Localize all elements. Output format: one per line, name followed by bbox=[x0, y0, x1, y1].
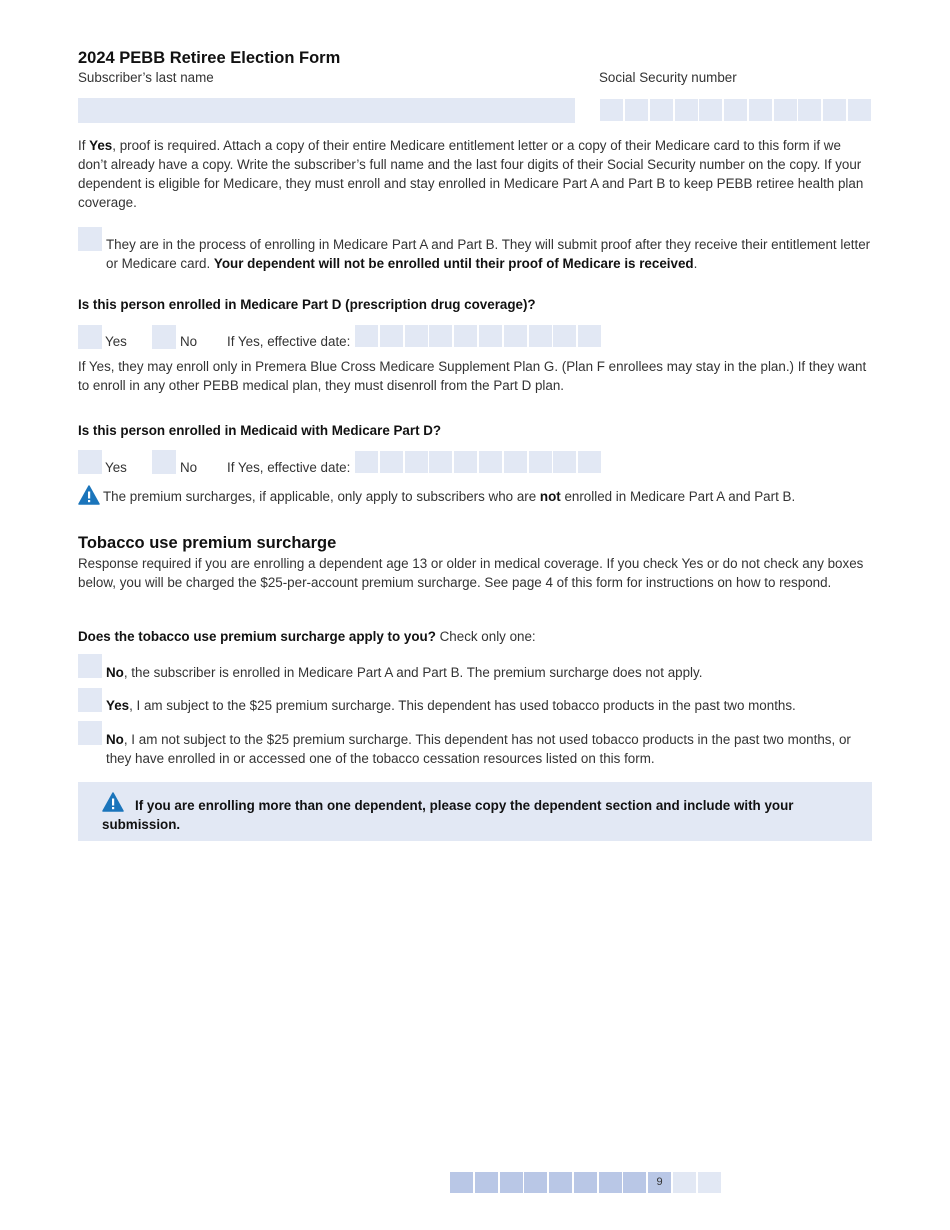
warning-icon bbox=[78, 485, 100, 505]
enrolling-medicare-option: They are in the process of enrolling in Medicare Part A and Part B. They will submit proof after they receive their entitlement letter or Medicare card. Your dependent will not be enrolled until their proof of Medicare is received. bbox=[106, 237, 871, 271]
subscriber-last-name-label: Subscriber’s last name bbox=[78, 70, 214, 85]
tobacco-option-no-checkbox[interactable] bbox=[78, 721, 102, 745]
medicaid-yes-checkbox[interactable] bbox=[78, 450, 102, 474]
medicaid-question: Is this person enrolled in Medicaid with Medicare Part D? bbox=[78, 423, 442, 438]
subscriber-last-name-input[interactable] bbox=[78, 98, 575, 123]
form-title: 2024 PEBB Retiree Election Form bbox=[78, 49, 341, 67]
multiple-dependents-banner bbox=[78, 782, 872, 841]
part-d-effective-date-input[interactable] bbox=[355, 325, 602, 347]
tobacco-option-medicare-checkbox[interactable] bbox=[78, 654, 102, 678]
premium-surcharge-warning: The premium surcharges, if applicable, only apply to subscribers who are not enrolled in Medicare Part A and Part B. bbox=[103, 489, 796, 504]
banner-text: If you are enrolling more than one dependent, please copy the dependent section and include with your submission. bbox=[102, 798, 794, 832]
enrolling-medicare-checkbox[interactable] bbox=[78, 227, 102, 251]
tobacco-option-no: No, I am not subject to the $25 premium surcharge. This dependent has not used tobacco products in the past two months, or they have enrolled in or accessed one of the tobacco cessation resources listed on this form. bbox=[106, 732, 851, 766]
tobacco-option-yes: Yes, I am subject to the $25 premium surcharge. This dependent has used tobacco products in the past two months. bbox=[106, 698, 796, 713]
part-d-no-checkbox[interactable] bbox=[152, 325, 176, 349]
medicaid-no-label: No bbox=[180, 460, 198, 475]
tobacco-option-medicare: No, the subscriber is enrolled in Medicare Part A and Part B. The premium surcharge does not apply. bbox=[106, 665, 703, 680]
part-d-yes-checkbox[interactable] bbox=[78, 325, 102, 349]
ssn-input[interactable] bbox=[600, 99, 872, 121]
tobacco-option-yes-checkbox[interactable] bbox=[78, 688, 102, 712]
part-d-no-label: No bbox=[180, 334, 198, 349]
part-d-effective-date-label: If Yes, effective date: bbox=[227, 334, 351, 349]
part-d-yes-label: Yes bbox=[105, 334, 127, 349]
medicaid-effective-date-label: If Yes, effective date: bbox=[227, 460, 351, 475]
tobacco-question: Does the tobacco use premium surcharge apply to you? Check only one: bbox=[78, 629, 536, 644]
tobacco-heading: Tobacco use premium surcharge bbox=[78, 534, 337, 552]
part-d-note: If Yes, they may enroll only in Premera Blue Cross Medicare Supplement Plan G. (Plan F enrollees may stay in the plan.) If they want to enroll in any other PEBB medical plan, they must disenroll from the Part D plan. bbox=[78, 359, 867, 393]
page-tabs bbox=[450, 1172, 722, 1193]
part-d-question: Is this person enrolled in Medicare Part D (prescription drug coverage)? bbox=[78, 297, 536, 312]
tobacco-intro: Response required if you are enrolling a dependent age 13 or older in medical coverage. If you check Yes or do not check any boxes below, you will be charged the $25-per-account premium surcharge. See page 4 of this form for instructions on how to respond. bbox=[78, 556, 864, 590]
page-number: 9 bbox=[648, 1172, 671, 1193]
medicaid-yes-label: Yes bbox=[105, 460, 127, 475]
medicaid-effective-date-input[interactable] bbox=[355, 451, 602, 473]
medicare-proof-paragraph: If Yes, proof is required. Attach a copy of their entire Medicare entitlement letter or a copy of their Medicare card to this form if we don’t already have a copy. Write the subscriber’s full name and the last four digits of their Social Security number on the copy. If your dependent is eligible for Medicare, they must enroll and stay enrolled in Medicare Part A and Part B to keep PEBB retiree health plan coverage. bbox=[78, 138, 864, 210]
ssn-label: Social Security number bbox=[599, 70, 737, 85]
medicaid-no-checkbox[interactable] bbox=[152, 450, 176, 474]
